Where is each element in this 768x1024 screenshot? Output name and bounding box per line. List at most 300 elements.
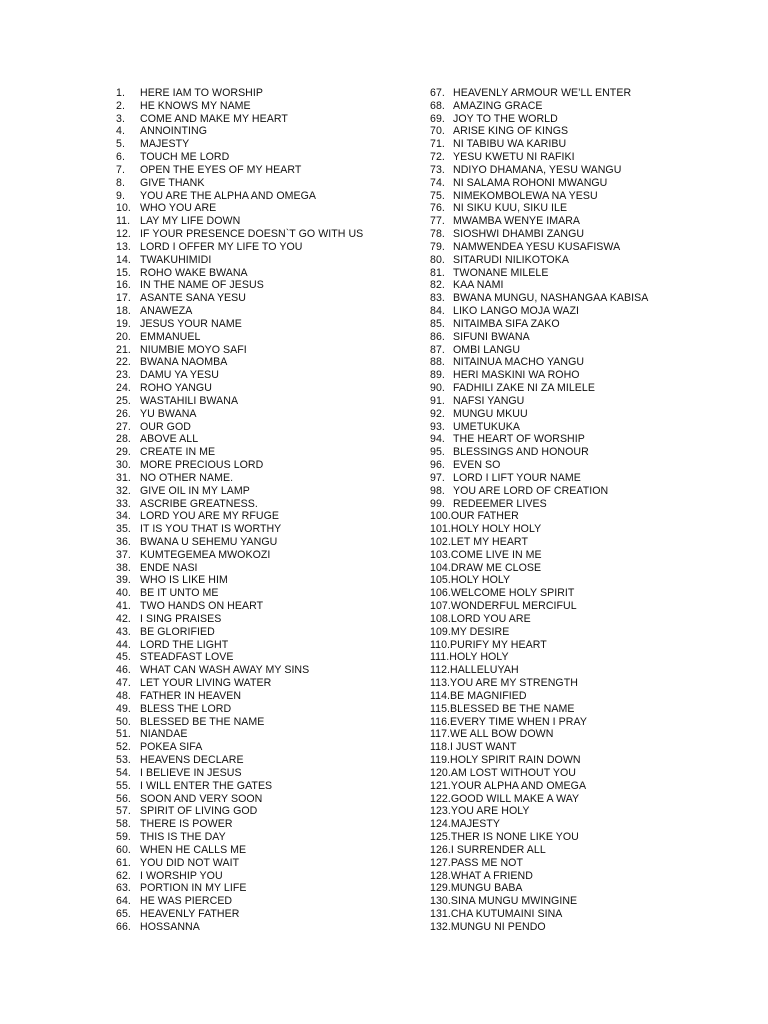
song-number: 99. — [430, 497, 445, 510]
song-number: 77. — [430, 215, 445, 228]
song-number: 93. — [430, 420, 445, 433]
song-number: 81. — [430, 266, 445, 279]
song-list-item — [430, 138, 730, 151]
song-list-item — [116, 587, 416, 600]
song-title: NAFSI YANGU — [453, 394, 525, 407]
song-number: 63. — [116, 882, 131, 895]
song-list-item — [430, 113, 730, 126]
song-title: BWANA NAOMBA — [140, 356, 228, 369]
song-list-item — [430, 805, 730, 818]
song-number: 58. — [116, 818, 131, 831]
song-title: LORD I LIFT YOUR NAME — [453, 471, 581, 484]
song-title: HOLY HOLY — [449, 651, 509, 664]
song-list-item — [430, 125, 730, 138]
song-title: MORE PRECIOUS LORD — [140, 459, 264, 472]
song-title: NAMWENDEA YESU KUSAFISWA — [453, 240, 621, 253]
song-title: MY DESIRE — [450, 625, 510, 638]
song-number: 74. — [430, 176, 445, 189]
song-number: 46. — [116, 664, 131, 677]
song-number: 50. — [116, 715, 131, 728]
song-title: OPEN THE EYES OF MY HEART — [140, 163, 302, 176]
song-title: HOSSANNA — [140, 920, 200, 933]
song-list-item — [116, 446, 416, 459]
song-list-item — [116, 549, 416, 562]
song-list-item — [116, 344, 416, 357]
song-number: 96. — [430, 459, 445, 472]
song-title: SOON AND VERY SOON — [140, 792, 263, 805]
song-number: 88. — [430, 356, 445, 369]
song-title: BLESSINGS AND HONOUR — [453, 446, 589, 459]
song-number: 44. — [116, 638, 131, 651]
song-list-item — [116, 369, 416, 382]
song-list-item — [430, 831, 730, 844]
song-list-item — [430, 870, 730, 883]
song-list-item — [430, 741, 730, 754]
song-number: 41. — [116, 600, 131, 613]
song-list-item — [430, 100, 730, 113]
song-list-item — [116, 574, 416, 587]
song-number: 20. — [116, 330, 131, 343]
song-number: 49. — [116, 702, 131, 715]
song-title: NI TABIBU WA KARIBU — [453, 138, 567, 151]
song-title: ENDE NASI — [140, 561, 198, 574]
song-number: 124. — [430, 818, 451, 831]
song-title: HOLY SPIRIT RAIN DOWN — [450, 754, 581, 767]
song-number: 76. — [430, 202, 445, 215]
song-number: 10. — [116, 202, 131, 215]
song-list-item — [430, 703, 730, 716]
song-title: THE HEART OF WORSHIP — [453, 433, 585, 446]
song-number: 1. — [116, 87, 125, 99]
song-number: 128. — [430, 869, 451, 882]
song-list-item — [430, 857, 730, 870]
song-title: TWO HANDS ON HEART — [140, 600, 264, 613]
song-title: NDIYO DHAMANA, YESU WANGU — [453, 163, 622, 176]
song-number: 47. — [116, 677, 131, 690]
song-list-item — [116, 664, 416, 677]
song-number: 15. — [116, 266, 131, 279]
song-number: 28. — [116, 433, 131, 446]
song-number: 118. — [430, 741, 451, 754]
song-number: 86. — [430, 330, 445, 343]
song-number: 91. — [430, 394, 445, 407]
song-list-item — [430, 574, 730, 587]
song-title: MWAMBA WENYE IMARA — [453, 215, 581, 228]
song-title: YESU KWETU NI RAFIKI — [453, 151, 575, 164]
song-title: DAMU YA YESU — [140, 369, 219, 382]
song-number: 72. — [430, 151, 445, 164]
song-number: 107. — [430, 600, 451, 613]
song-title: WASTAHILI BWANA — [140, 394, 239, 407]
song-title: GIVE THANK — [140, 176, 205, 189]
song-list-item — [116, 613, 416, 626]
song-list-item — [430, 498, 730, 511]
song-number: 119. — [430, 754, 451, 767]
song-list-item — [116, 741, 416, 754]
song-number: 55. — [116, 779, 131, 792]
song-title: I WILL ENTER THE GATES — [140, 779, 273, 792]
song-title: OUR FATHER — [450, 510, 519, 523]
song-number: 4. — [116, 125, 125, 138]
song-number: 23. — [116, 369, 131, 382]
song-number: 21. — [116, 343, 131, 356]
song-list-item — [116, 459, 416, 472]
song-title: WHO YOU ARE — [140, 202, 217, 215]
song-list-item — [116, 421, 416, 434]
song-list-item — [430, 215, 730, 228]
song-title: ANNOINTING — [140, 125, 208, 138]
song-list-item — [116, 125, 416, 138]
song-title: POKEA SIFA — [140, 741, 203, 754]
song-list-item — [430, 908, 730, 921]
song-number: 123. — [430, 805, 451, 818]
song-title: NI SALAMA ROHONI MWANGU — [453, 176, 608, 189]
song-number: 13. — [116, 240, 131, 253]
song-title: LORD YOU ARE — [450, 612, 531, 625]
song-title: SPIRIT OF LIVING GOD — [140, 805, 258, 818]
song-list-item — [116, 382, 416, 395]
song-title: BE IT UNTO ME — [140, 587, 219, 600]
song-title: NIMEKOMBOLEWA NA YESU — [453, 189, 598, 202]
song-list-item — [116, 113, 416, 126]
song-number: 27. — [116, 420, 131, 433]
song-title: NO OTHER NAME. — [140, 471, 234, 484]
song-list-item — [116, 190, 416, 203]
song-number: 90. — [430, 382, 445, 395]
song-title: FADHILI ZAKE NI ZA MILELE — [453, 382, 595, 395]
song-number: 70. — [430, 125, 445, 138]
song-list-item — [116, 857, 416, 870]
song-list-item — [430, 433, 730, 446]
song-list-item — [116, 292, 416, 305]
song-number: 60. — [116, 843, 131, 856]
song-title: MAJESTY — [140, 138, 190, 151]
song-list-right-column — [430, 87, 730, 934]
song-title: PURIFY MY HEART — [450, 638, 547, 651]
song-title: IT IS YOU THAT IS WORTHY — [140, 523, 282, 536]
song-title: BE GLORIFIED — [140, 625, 215, 638]
song-list-item — [430, 754, 730, 767]
song-number: 32. — [116, 484, 131, 497]
song-title: MUNGU NI PENDO — [450, 920, 546, 933]
song-number: 59. — [116, 831, 131, 844]
song-title: ASCRIBE GREATNESS. — [140, 497, 258, 510]
song-number: 37. — [116, 548, 131, 561]
song-number: 18. — [116, 305, 131, 318]
song-number: 51. — [116, 728, 131, 741]
song-list-item — [430, 228, 730, 241]
song-list-item — [430, 446, 730, 459]
song-number: 16. — [116, 279, 131, 292]
song-title: TWAKUHIMIDI — [140, 253, 212, 266]
song-list-item — [116, 728, 416, 741]
song-number: 34. — [116, 510, 131, 523]
song-list-item — [116, 626, 416, 639]
song-number: 94. — [430, 433, 445, 446]
song-list-item — [116, 305, 416, 318]
song-number: 73. — [430, 163, 445, 176]
song-list-item — [430, 267, 730, 280]
song-number: 45. — [116, 651, 131, 664]
song-title: I WORSHIP YOU — [140, 869, 223, 882]
song-number: 9. — [116, 189, 125, 202]
song-number: 54. — [116, 766, 131, 779]
song-list-item — [116, 818, 416, 831]
song-list-item — [430, 151, 730, 164]
song-list-item — [116, 87, 416, 100]
song-title: THERE IS POWER — [140, 818, 233, 831]
song-number: 95. — [430, 446, 445, 459]
song-list-item — [430, 459, 730, 472]
song-number: 106. — [430, 587, 451, 600]
song-number: 79. — [430, 240, 445, 253]
song-list-item — [430, 190, 730, 203]
song-title: EVERY TIME WHEN I PRAY — [450, 715, 587, 728]
song-title: JOY TO THE WORLD — [453, 112, 558, 125]
song-title: TOUCH ME LORD — [140, 151, 230, 164]
song-list-item — [430, 639, 730, 652]
song-list-item — [116, 254, 416, 267]
song-title: HOLY HOLY — [450, 574, 511, 587]
song-list-item — [430, 369, 730, 382]
song-list-item — [116, 138, 416, 151]
song-number: 87. — [430, 343, 445, 356]
song-title: HOLY HOLY HOLY — [450, 523, 542, 536]
song-list-left-column — [116, 87, 416, 934]
song-title: CREATE IN ME — [140, 446, 216, 459]
song-title: PASS ME NOT — [450, 856, 523, 869]
song-list-item — [116, 908, 416, 921]
song-title: DRAW ME CLOSE — [450, 561, 542, 574]
song-title: KAA NAMI — [453, 279, 504, 292]
song-list-item — [430, 587, 730, 600]
song-list-item — [116, 215, 416, 228]
song-list-item — [430, 356, 730, 369]
song-title: HALLELUYAH — [450, 664, 519, 677]
song-title: HERI MASKINI WA ROHO — [453, 369, 580, 382]
song-list-item — [116, 805, 416, 818]
song-title: I JUST WANT — [450, 741, 517, 754]
song-number: 126. — [430, 843, 451, 856]
song-title: BWANA MUNGU, NASHANGAA KABISA — [453, 292, 649, 305]
song-list-item — [116, 767, 416, 780]
song-number: 108. — [430, 612, 451, 625]
song-title: GOOD WILL MAKE A WAY — [450, 792, 580, 805]
song-list-item — [430, 780, 730, 793]
song-title: FATHER IN HEAVEN — [140, 689, 242, 702]
song-title: HEAVENLY ARMOUR WE’LL ENTER — [453, 87, 632, 99]
song-title: LET MY HEART — [450, 535, 528, 548]
song-number: 57. — [116, 805, 131, 818]
song-number: 85. — [430, 317, 445, 330]
song-title: HE KNOWS MY NAME — [140, 99, 251, 112]
song-list-item — [116, 536, 416, 549]
song-title: ABOVE ALL — [140, 433, 199, 446]
song-title: LORD I OFFER MY LIFE TO YOU — [140, 240, 303, 253]
song-title: NIUMBIE MOYO SAFI — [140, 343, 247, 356]
song-list-item — [116, 562, 416, 575]
song-title: AMAZING GRACE — [453, 99, 543, 112]
song-title: HE WAS PIERCED — [140, 895, 233, 908]
song-title: LET YOUR LIVING WATER — [140, 677, 272, 690]
song-number: 71. — [430, 138, 445, 151]
song-number: 101. — [430, 523, 451, 536]
song-number: 89. — [430, 369, 445, 382]
song-number: 120. — [430, 766, 451, 779]
song-list-item — [430, 523, 730, 536]
song-number: 114. — [430, 689, 451, 702]
song-title: ARISE KING OF KINGS — [453, 125, 569, 138]
song-list-item — [116, 716, 416, 729]
song-title: WHAT A FRIEND — [450, 869, 533, 882]
song-title: LIKO LANGO MOJA WAZI — [453, 305, 579, 318]
song-title: IF YOUR PRESENCE DOESN`T GO WITH US — [140, 228, 364, 241]
song-number: 33. — [116, 497, 131, 510]
song-number: 80. — [430, 253, 445, 266]
song-title: WHO IS LIKE HIM — [140, 574, 228, 587]
song-number: 12. — [116, 228, 131, 241]
song-number: 117. — [430, 728, 451, 741]
song-title: I SURRENDER ALL — [450, 843, 546, 856]
song-list-item — [430, 344, 730, 357]
song-list-item — [430, 895, 730, 908]
song-number: 98. — [430, 484, 445, 497]
song-list-item — [430, 164, 730, 177]
song-number: 48. — [116, 689, 131, 702]
song-list-item — [430, 510, 730, 523]
song-number: 64. — [116, 895, 131, 908]
song-list-item — [116, 831, 416, 844]
song-title: MUNGU BABA — [450, 882, 523, 895]
song-list-item — [430, 562, 730, 575]
song-list-item — [116, 395, 416, 408]
song-number: 25. — [116, 394, 131, 407]
song-list-item — [116, 523, 416, 536]
song-title: BE MAGNIFIED — [450, 689, 527, 702]
song-number: 52. — [116, 741, 131, 754]
song-title: ROHO YANGU — [140, 382, 212, 395]
song-list-item — [430, 382, 730, 395]
song-number: 127. — [430, 856, 451, 869]
song-title: MUNGU MKUU — [453, 407, 528, 420]
song-number: 38. — [116, 561, 131, 574]
song-list-item — [116, 164, 416, 177]
song-number: 105. — [430, 574, 451, 587]
song-list-item — [430, 472, 730, 485]
song-number: 116. — [430, 715, 451, 728]
song-number: 35. — [116, 523, 131, 536]
song-title: HERE IAM TO WORSHIP — [140, 87, 263, 99]
song-list-item — [430, 600, 730, 613]
song-title: COME AND MAKE MY HEART — [140, 112, 288, 125]
song-title: MAJESTY — [450, 818, 501, 831]
song-number: 75. — [430, 189, 445, 202]
song-number: 36. — [116, 535, 131, 548]
song-title: EMMANUEL — [140, 330, 201, 343]
song-list-item — [430, 690, 730, 703]
song-number: 102. — [430, 535, 451, 548]
song-title: YOU DID NOT WAIT — [140, 856, 240, 869]
song-list-item — [430, 716, 730, 729]
song-title: SIOSHWI DHAMBI ZANGU — [453, 228, 585, 241]
song-list-item — [430, 818, 730, 831]
song-title: ASANTE SANA YESU — [140, 292, 246, 305]
song-title: YOU ARE HOLY — [450, 805, 530, 818]
song-list-item — [430, 767, 730, 780]
song-number: 62. — [116, 869, 131, 882]
song-number: 129. — [430, 882, 451, 895]
song-number: 7. — [116, 163, 125, 176]
song-list-item — [430, 536, 730, 549]
song-list-item — [116, 498, 416, 511]
song-title: NITAINUA MACHO YANGU — [453, 356, 585, 369]
song-number: 5. — [116, 138, 125, 151]
song-number: 56. — [116, 792, 131, 805]
song-number: 97. — [430, 471, 445, 484]
song-list-item — [430, 241, 730, 254]
song-number: 11. — [116, 215, 131, 228]
song-list-item — [430, 677, 730, 690]
song-title: BWANA U SEHEMU YANGU — [140, 535, 278, 548]
song-list-item — [430, 882, 730, 895]
song-title: WHEN HE CALLS ME — [140, 843, 247, 856]
song-list-item — [116, 408, 416, 421]
song-title: THER IS NONE LIKE YOU — [450, 831, 579, 844]
song-list-item — [430, 793, 730, 806]
song-number: 22. — [116, 356, 131, 369]
song-title: I SING PRAISES — [140, 612, 222, 625]
song-title: WELCOME HOLY SPIRIT — [450, 587, 575, 600]
song-title: SINA MUNGU MWINGINE — [450, 895, 578, 908]
song-title: PORTION IN MY LIFE — [140, 882, 247, 895]
song-number: 82. — [430, 279, 445, 292]
song-title: GIVE OIL IN MY LAMP — [140, 484, 250, 497]
song-list-item — [430, 305, 730, 318]
song-list-item — [430, 728, 730, 741]
song-title: TWONANE MILELE — [453, 266, 549, 279]
song-list-item — [116, 677, 416, 690]
song-number: 112. — [430, 664, 451, 677]
song-number: 84. — [430, 305, 445, 318]
song-list-item — [116, 780, 416, 793]
song-number: 130. — [430, 895, 451, 908]
song-list-item — [430, 549, 730, 562]
song-number: 42. — [116, 612, 131, 625]
song-title: YOUR ALPHA AND OMEGA — [450, 779, 587, 792]
song-list-item — [116, 472, 416, 485]
song-title: OUR GOD — [140, 420, 191, 433]
song-title: YOU ARE THE ALPHA AND OMEGA — [140, 189, 317, 202]
song-list-item — [116, 793, 416, 806]
song-title: YOU ARE MY STRENGTH — [450, 677, 578, 690]
song-number: 66. — [116, 920, 131, 933]
song-list-item — [116, 279, 416, 292]
song-number: 83. — [430, 292, 445, 305]
song-number: 19. — [116, 317, 131, 330]
song-title: HEAVENLY FATHER — [140, 908, 240, 920]
song-number: 69. — [430, 112, 445, 125]
song-list-item — [116, 331, 416, 344]
song-number: 61. — [116, 856, 131, 869]
song-title: YOU ARE LORD OF CREATION — [453, 484, 609, 497]
song-list-item — [116, 151, 416, 164]
song-list-item — [430, 485, 730, 498]
song-title: THIS IS THE DAY — [140, 831, 226, 844]
song-list-item — [116, 510, 416, 523]
song-number: 3. — [116, 112, 125, 125]
song-title: YU BWANA — [140, 407, 197, 420]
song-title: NI SIKU KUU, SIKU ILE — [453, 202, 568, 215]
